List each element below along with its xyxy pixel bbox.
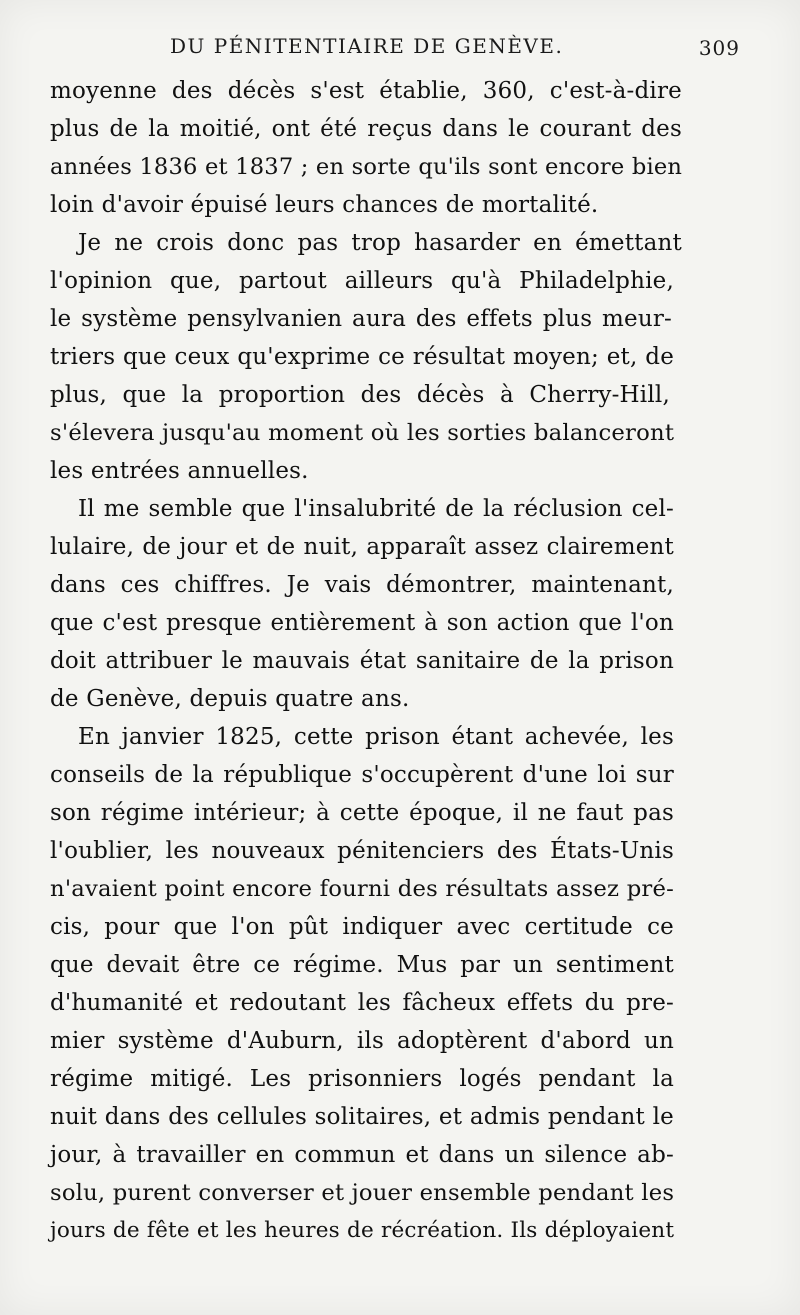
text-line: de Genève, depuis quatre ans.: [50, 686, 410, 712]
text-line: l'opinion que, partout ailleurs qu'à Philadelphie,: [50, 268, 674, 294]
text-line: n'avaient point encore fourni des résultats assez pré-: [50, 876, 674, 902]
text-line: d'humanité et redoutant les fâcheux effets du pre-: [50, 990, 674, 1016]
text-line: solu, purent converser et jouer ensemble pendant les: [50, 1180, 675, 1206]
text-line: l'oublier, les nouveaux pénitenciers des États-Unis: [50, 838, 674, 864]
text-line: triers que ceux qu'exprime ce résultat moyen; et, de: [50, 344, 674, 370]
text-line: cis, pour que l'on pût indiquer avec certitude ce: [50, 914, 674, 940]
text-line: années 1836 et 1837 ; en sorte qu'ils sont encore bien: [50, 154, 683, 180]
text-line: Il me semble que l'insalubrité de la réclusion cel-: [78, 496, 674, 522]
text-line: conseils de la république s'occupèrent d'une loi sur: [50, 762, 674, 788]
page-header: [60, 34, 760, 64]
text-line: s'élevera jusqu'au moment où les sorties balanceront: [50, 420, 675, 446]
text-line: que devait être ce régime. Mus par un sentiment: [50, 952, 674, 978]
page-number: 309: [698, 36, 740, 60]
text-line: dans ces chiffres. Je vais démontrer, maintenant,: [50, 572, 674, 598]
text-line: mier système d'Auburn, ils adoptèrent d'abord un: [50, 1028, 674, 1054]
text-line: loin d'avoir épuisé leurs chances de mortalité.: [50, 192, 599, 218]
text-line: jours de fête et les heures de récréation. Ils déployaient: [50, 1218, 675, 1243]
text-line: En janvier 1825, cette prison étant achevée, les: [78, 724, 674, 750]
text-line: moyenne des décès s'est établie, 360, c'est-à-dire: [50, 78, 682, 104]
text-line: que c'est presque entièrement à son action que l'on: [50, 610, 674, 636]
text-line: jour, à travailler en commun et dans un silence ab-: [50, 1142, 674, 1168]
running-head: DU PÉNITENTIAIRE DE GENÈVE.: [170, 34, 564, 58]
text-line: lulaire, de jour et de nuit, apparaît assez clairement: [50, 534, 674, 560]
text-line: le système pensylvanien aura des effets plus meur-: [50, 306, 672, 332]
text-line: plus de la moitié, ont été reçus dans le courant des: [50, 116, 682, 142]
text-line: doit attribuer le mauvais état sanitaire de la prison: [50, 648, 674, 674]
text-line: nuit dans des cellules solitaires, et admis pendant le: [50, 1104, 674, 1130]
text-line: son régime intérieur; à cette époque, il ne faut pas: [50, 800, 674, 826]
text-line: les entrées annuelles.: [50, 458, 309, 484]
text-line: régime mitigé. Les prisonniers logés pendant la: [50, 1066, 674, 1092]
text-line: Je ne crois donc pas trop hasarder en émettant: [78, 230, 682, 256]
text-line: plus, que la proportion des décès à Cherry-Hill,: [50, 382, 670, 408]
